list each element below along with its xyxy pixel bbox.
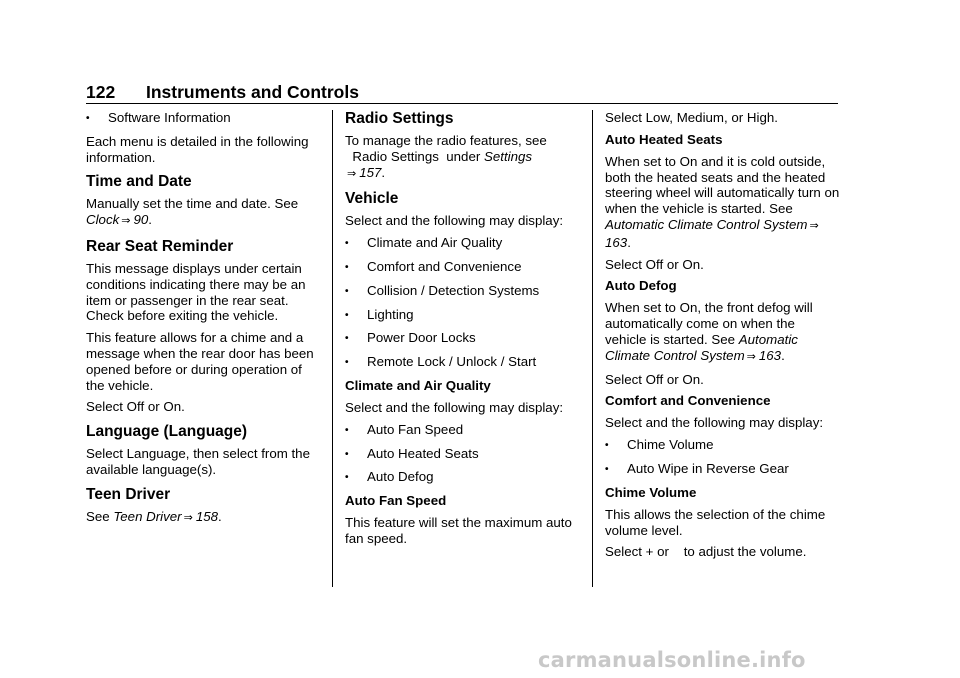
heading-radio-settings: Radio Settings xyxy=(345,110,454,127)
bullet-icon xyxy=(345,259,367,277)
defog-select: Select Off or On. xyxy=(605,371,704,387)
list-item: • Auto Defog xyxy=(345,469,585,487)
chime-select: Select + or to adjust the volume. xyxy=(605,544,807,560)
column-divider xyxy=(592,110,593,587)
defog-text: When set to On, the front defog will automatically come on when the vehicle is started. See Automatic Climate Control System ⇒ 163. xyxy=(605,300,840,365)
bullet-icon xyxy=(86,110,108,128)
bullet-icon xyxy=(345,235,367,253)
cross-reference-link[interactable]: Automatic Climate Control System xyxy=(605,216,808,232)
subheading-auto-fan-speed: Auto Fan Speed xyxy=(345,493,447,509)
fan-text: This feature will set the maximum auto fan speed. xyxy=(345,515,572,546)
list-item: • Power Door Locks xyxy=(345,330,585,348)
bullet-icon xyxy=(345,283,367,301)
comfort-intro: Select and the following may display: xyxy=(605,415,824,431)
heading-language: Language (Language) xyxy=(86,423,248,441)
heated-select: Select Off or On. xyxy=(605,256,704,272)
column-middle xyxy=(345,110,585,553)
page-reference[interactable]: 158 xyxy=(195,508,219,524)
teen-driver-text: See Teen Driver ⇒ 158. xyxy=(86,509,322,527)
rear-seat-select: Select Off or On. xyxy=(86,399,185,415)
list-item: • Collision / Detection Systems xyxy=(345,283,585,301)
chime-text: This allows the selection of the chime volume level. xyxy=(605,506,826,538)
page-reference[interactable]: 163 xyxy=(605,234,628,250)
climate-intro: Select and the following may display: xyxy=(345,399,564,415)
list-item: • Comfort and Convenience xyxy=(345,259,585,277)
header-rule xyxy=(86,103,838,104)
rear-seat-text: This feature allows for a chime and a message when the rear door has been opened before or during operation of the vehicle. xyxy=(86,330,314,393)
bullet-icon xyxy=(345,330,367,348)
fan-select: Select Low, Medium, or High. xyxy=(605,110,778,125)
page-reference[interactable]: 157 xyxy=(359,164,382,180)
watermark: carmanualsonline.info xyxy=(538,648,806,672)
subheading-comfort: Comfort and Convenience xyxy=(605,393,771,409)
subheading-chime-volume: Chime Volume xyxy=(605,484,697,500)
heading-vehicle: Vehicle xyxy=(345,190,399,208)
bullet-icon xyxy=(345,354,367,372)
bullet-icon xyxy=(345,446,367,464)
intro-text: Each menu is detailed in the following information. xyxy=(86,133,309,165)
bullet-icon xyxy=(345,307,367,325)
subheading-auto-heated-seats: Auto Heated Seats xyxy=(605,131,723,147)
column-left xyxy=(86,110,322,533)
bullet-icon xyxy=(345,469,367,487)
list-item: • Climate and Air Quality xyxy=(345,235,585,253)
list-item: • Auto Heated Seats xyxy=(345,446,585,464)
subheading-auto-defog: Auto Defog xyxy=(605,278,677,294)
section-title: Instruments and Controls xyxy=(146,82,359,102)
page-reference[interactable]: 90 xyxy=(133,212,149,228)
cross-reference-link[interactable]: Teen Driver xyxy=(113,508,182,524)
cross-reference-link[interactable]: Settings xyxy=(483,148,533,164)
page-ref-arrow-icon: ⇒ xyxy=(347,167,357,180)
heading-rear-seat: Rear Seat Reminder xyxy=(86,237,234,255)
rear-seat-text: This message displays under certain conditions indicating there may be an item or passenger in the rear seat. Check before exiting the vehicle. xyxy=(86,260,306,324)
column-divider xyxy=(332,110,333,587)
list-item: • Chime Volume xyxy=(605,437,840,455)
bullet-icon xyxy=(345,422,367,440)
heading-time-date: Time and Date xyxy=(86,173,192,191)
page-header xyxy=(86,82,838,104)
cross-reference-link[interactable]: Automatic Climate Control System xyxy=(605,331,798,363)
language-text: Select Language, then select from the available language(s). xyxy=(86,446,310,477)
page-ref-arrow-icon: ⇒ xyxy=(121,215,131,228)
list-item: • Lighting xyxy=(345,307,585,325)
heated-text: When set to On and it is cold outside, both the heated seats and the heated steering wheel will automatically turn on when the vehicle is started. See Automatic Climate Control System ⇒163. xyxy=(605,153,840,250)
list-item: • Auto Fan Speed xyxy=(345,422,585,440)
page-reference[interactable]: 163 xyxy=(758,347,782,363)
page-ref-arrow-icon: ⇒ xyxy=(809,219,819,232)
list-item: • Software Information xyxy=(86,110,322,128)
page-ref-arrow-icon: ⇒ xyxy=(183,511,193,524)
list-item: • Auto Wipe in Reverse Gear xyxy=(605,461,840,479)
bullet-icon xyxy=(605,437,627,455)
radio-text: To manage the radio features, see Radio Settings under Settings ⇒ 157. xyxy=(345,133,585,182)
vehicle-intro: Select and the following may display: xyxy=(345,213,564,229)
list-item: • Remote Lock / Unlock / Start xyxy=(345,354,585,372)
subheading-climate: Climate and Air Quality xyxy=(345,377,491,393)
time-date-text: Manually set the time and date. See Clock ⇒ 90. xyxy=(86,196,322,230)
page-number: 122 xyxy=(86,82,116,102)
column-right xyxy=(605,110,840,566)
page-ref-arrow-icon: ⇒ xyxy=(746,350,756,363)
cross-reference-link[interactable]: Clock xyxy=(86,212,120,228)
heading-teen-driver: Teen Driver xyxy=(86,485,171,503)
bullet-icon xyxy=(605,461,627,479)
